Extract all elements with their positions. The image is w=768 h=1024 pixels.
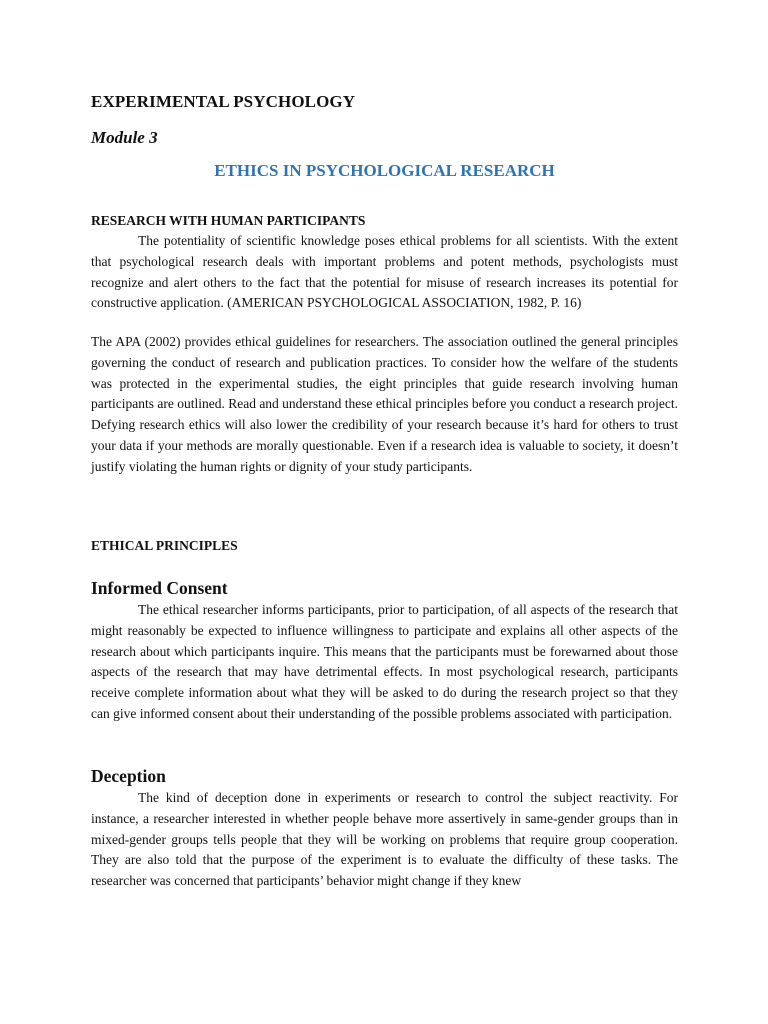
paragraph-apa-guidelines: The APA (2002) provides ethical guidelines for researchers. The association outlined the general principles governing the conduct of research and publication practices. To consider how the welfare of the students was protected in the experimental studies, the eight principles that guide research involving human participants are outlined. Read and understand these ethical principles before you conduct a research project. Defying research ethics will also lower the credibility of your research because it’s hard for others to trust your data if your methods are morally questionable. Even if a research idea is valuable to society, it doesn’t justify violating the human rights or dignity of your study participants. [91,334,679,474]
document-title: ETHICS IN PSYCHOLOGICAL RESEARCH [214,161,555,180]
paragraph-informed-consent: The ethical researcher informs participants, prior to participation, of all aspects of the research that might reasonably be expected to influence willingness to participate and explains all other aspects of the research about which participants inquire. This means that the participants must be forewarned about those aspects of the research that may have detrimental effects. In most psychological research, participants receive complete information about what they will be asked to do during the research project so that they can give informed consent about their understanding of the possible problems associated with participation. [91,602,678,721]
course-title: EXPERIMENTAL PSYCHOLOGY [91,92,356,111]
subheading-deception: Deception [91,766,166,786]
section-heading-human-participants: RESEARCH WITH HUMAN PARTICIPANTS [91,213,366,228]
paragraph-deception: The kind of deception done in experiments or research to control the subject reactivity. For instance, a researcher interested in whether people behave more assertively in same-gender groups than in mixed-gender groups tells people that they will be working on problems that require group cooperation. They are also told that the purpose of the experiment is to evaluate the difficulty of these tasks. The researcher was concerned that participants’ behavior might change if they knew [91,790,678,889]
module-label: Module 3 [91,128,158,147]
subheading-informed-consent: Informed Consent [91,578,228,598]
paragraph-potentiality: The potentiality of scientific knowledge poses ethical problems for all scientists. With the extent that psychological research deals with important problems and potent methods, psychologists must recognize and alert others to the fact that the potential for misuse of research increases its potential for constructive application. (AMERICAN PSYCHOLOGICAL ASSOCIATION, 1982, P. 16) [91,233,678,311]
section-heading-ethical-principles: ETHICAL PRINCIPLES [91,538,238,553]
